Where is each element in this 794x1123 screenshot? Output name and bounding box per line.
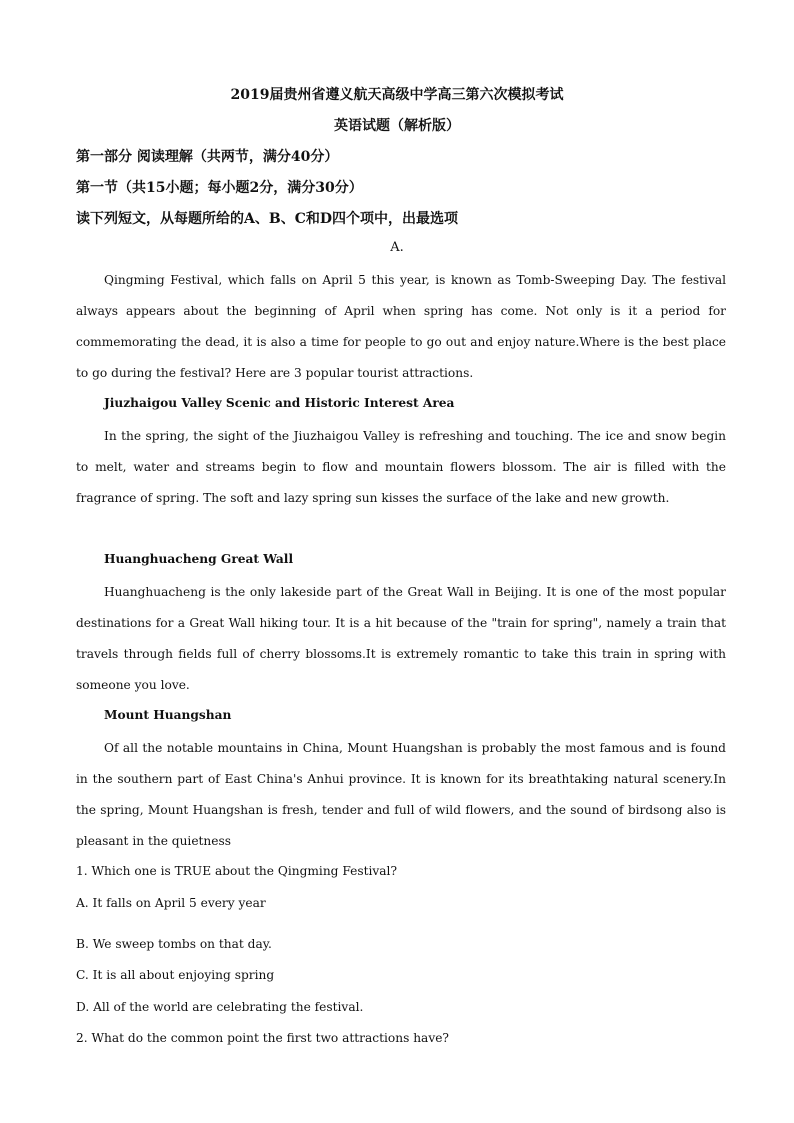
question-1-option-b: B. We sweep tombs on that day.	[76, 937, 272, 951]
huangshan-heading: Mount Huangshan	[104, 708, 232, 722]
huangshan-paragraph: Of all the notable mountains in China, Mount Huangshan is probably the most famous and is found in the southern part of East China's Anhui province. It is known for its breathtaking natural scenery.In the spring, Mount Huangshan is fresh, tender and full of wild flowers, and the sound of birdsong also is pleasant in the quietness	[76, 741, 726, 848]
document-subtitle: 英语试题（解析版）	[334, 118, 460, 134]
part-heading: 第一部分 阅读理解（共两节，满分40分）	[76, 149, 339, 165]
question-2: 2. What do the common point the first two attractions have?	[76, 1031, 449, 1045]
instruction-text: 读下列短文，从每题所给的A、B、C和D四个项中，出最选项	[76, 211, 458, 227]
jiuzhaigou-heading: Jiuzhaigou Valley Scenic and Historic Interest Area	[104, 396, 455, 410]
question-1-option-d: D. All of the world are celebrating the festival.	[76, 1000, 364, 1014]
passage-intro-paragraph: Qingming Festival, which falls on April 5 this year, is known as Tomb-Sweeping Day. The festival always appears about the beginning of April when spring has come. Not only is it a period for commemorating the dead, it is also a time for people to go out and enjoy nature.Where is the best place to go during the festival? Here are 3 popular tourist attractions.	[76, 273, 726, 380]
huanghuacheng-paragraph: Huanghuacheng is the only lakeside part of the Great Wall in Beijing. It is one of the most popular destinations for a Great Wall hiking tour. It is a hit because of the "train for spring", namely a train that travels through fields full of cherry blossoms.It is extremely romantic to take this train in spring with someone you love.	[76, 585, 726, 692]
section-heading: 第一节（共15小题；每小题2分，满分30分）	[76, 180, 363, 196]
question-1-option-c: C. It is all about enjoying spring	[76, 968, 275, 982]
document-title: 2019届贵州省遵义航天高级中学高三第六次模拟考试	[230, 87, 564, 103]
question-1-option-a: A. It falls on April 5 every year	[76, 896, 266, 910]
jiuzhaigou-paragraph: In the spring, the sight of the Jiuzhaigou Valley is refreshing and touching. The ice and snow begin to melt, water and streams begin to flow and mountain flowers blossom. The air is filled with the fragrance of spring. The soft and lazy spring sun kisses the surface of the lake and new growth.	[76, 429, 726, 505]
huanghuacheng-heading: Huanghuacheng Great Wall	[104, 552, 294, 566]
passage-label: A.	[390, 240, 404, 255]
question-1: 1. Which one is TRUE about the Qingming Festival?	[76, 864, 397, 878]
